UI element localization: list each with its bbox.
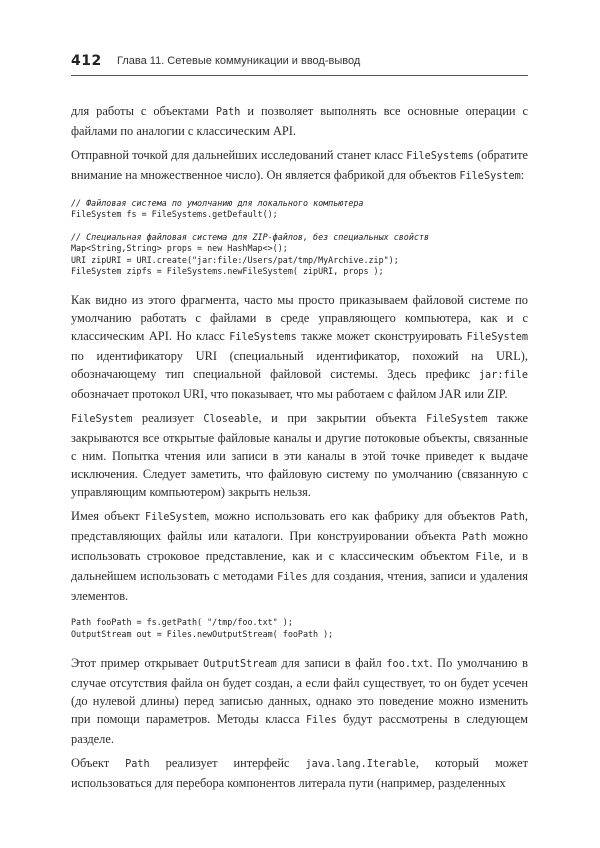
running-header [71, 53, 528, 75]
inline-code: Files [306, 715, 337, 727]
code-line: FileSystem zipfs = FileSystems.newFileSystem( zipURI, props ); [71, 266, 384, 277]
code-line: Map<String,String> props = new HashMap<>(); [71, 243, 288, 254]
inline-code: File [475, 552, 500, 564]
inline-code: FileSystem [71, 414, 133, 426]
inline-code: FileSystem [144, 512, 207, 524]
inline-code: jar:file [478, 370, 528, 382]
paragraph-3: Как видно из этого фрагмента, часто мы просто приказываем файловой системе по умолчанию работать с файлами в среде управляющего компьютера, как и с классическим API. Но класс FileSystems также может сконструировать FileSystem по идентификатору URI (специальный идентификатор, похожий на URL), обозначающему тип специальной файловой системы. Здесь префикс jar:file обозначает протокол URI, что показывает, что мы работаем с файлом JAR или ZIP. [71, 293, 528, 402]
inline-code: Path [500, 512, 525, 524]
page-body [71, 102, 528, 792]
inline-code: FileSystems [229, 332, 297, 344]
code-line: URI zipURI = URI.create("jar:file:/Users/pat/tmp/MyArchive.zip"); [71, 254, 399, 265]
inline-code: Path [125, 759, 150, 771]
code-line: Path fooPath = fs.getPath( "/tmp/foo.txt" ); [71, 617, 293, 628]
code-line: // Файловая система по умолчанию для локального компьютера [71, 198, 364, 208]
inline-code: OutputStream [203, 659, 277, 671]
paragraph-7: Объект Path реализует интерфейс java.lang.Iterable, который может использоваться для перебора компонентов литерала пути (например, разделенных [71, 756, 528, 791]
code-line: // Специальная файловая система для ZIP-файлов, без специальных свойств [71, 231, 429, 242]
code-line: OutputStream out = Files.newOutputStream( fooPath ); [71, 628, 334, 639]
paragraph-6: Этот пример открывает OutputStream для записи в файл foo.txt. По умолчанию в случае отсутствия файла он будет создан, а если файл существует, то он будет усечен (до нулевой длины) перед записью данных, однако это поведение можно изменить при помощи параметров. Методы класса Files будут рассмотрены в следующем разделе. [71, 656, 528, 747]
inline-code: Path [215, 107, 241, 118]
paragraph-4: FileSystem реализует Closeable, и при закрытии объекта FileSystem также закрываются все открытые файловые каналы и другие потоковые объекты, связанные с ним. Попытка чтения или записи в эти каналы в этой точке приведет к выдаче исключения. Следует заметить, что файловую систему по умолчанию (связанную с управляющим компьютером) закрыть нельзя. [71, 411, 528, 500]
inline-code: Files [277, 572, 308, 584]
code-block-2 [71, 617, 528, 640]
page-number: 412 [71, 53, 102, 69]
paragraph-2: Отправной точкой для дальнейших исследований станет класс FileSystems (обратите внимание на множественное число). Он является фабрикой для объектов FileSystem: [71, 148, 528, 182]
paragraph-1: для работы с объектами Path и позволяет выполнять все основные операции с файлами по аналогии с классическим API. [71, 104, 528, 138]
inline-code: Path [462, 532, 487, 544]
inline-code: FileSystem [466, 332, 528, 344]
inline-code: FileSystem [459, 171, 521, 182]
inline-code: FileSystems [406, 151, 474, 162]
chapter-title: Глава 11. Сетевые коммуникации и ввод-вывод [117, 55, 361, 67]
inline-code: foo.txt [386, 659, 430, 671]
code-block-1 [71, 198, 528, 277]
code-line: FileSystem fs = FileSystems.getDefault(); [71, 209, 278, 220]
inline-code: java.lang.Iterable [305, 759, 416, 771]
paragraph-5: Имея объект FileSystem, можно использовать его как фабрику для объектов Path, представляющих файлы или каталоги. При конструировании объекта Path можно использовать строковое представление, как и с классическим объектом File, и в дальнейшем использовать с методами Files для создания, чтения, записи и удаления элементов. [71, 509, 529, 604]
inline-code: FileSystem [426, 414, 488, 426]
header-rule [71, 75, 528, 76]
inline-code: Closeable [203, 414, 259, 426]
